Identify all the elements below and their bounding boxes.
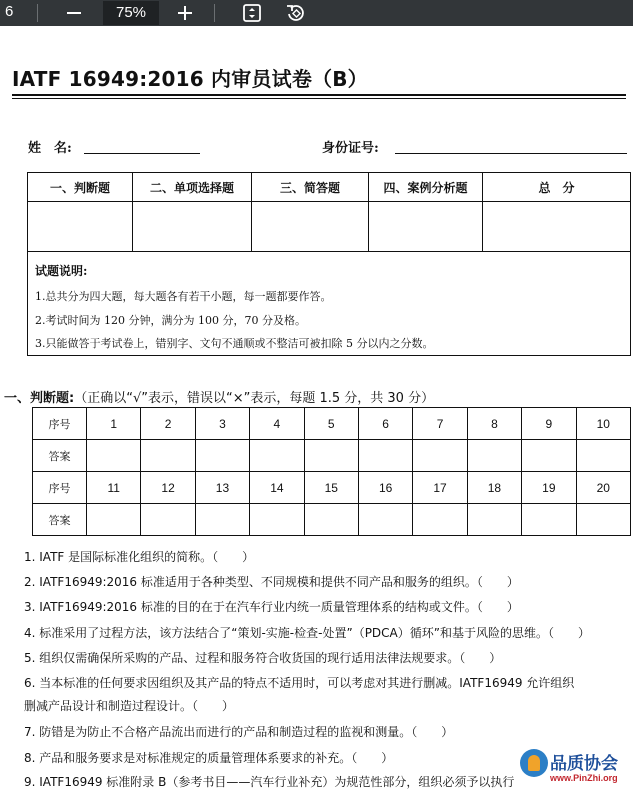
toolbar-divider <box>214 4 215 22</box>
seq-number: 10 <box>576 408 630 440</box>
question-line: 5. 组织仅需确保所采购的产品、过程和服务符合收货国的现行适用法律法规要求。（ ） <box>24 651 502 665</box>
question-line: 3. IATF16949:2016 标准的目的在于在汽车行业内统一质量管理体系的结构或文件。（ ） <box>24 600 519 614</box>
score-cell[interactable] <box>369 202 483 252</box>
fit-page-icon <box>241 2 263 24</box>
score-header: 二、单项选择题 <box>133 173 252 202</box>
seq-number: 17 <box>413 472 467 504</box>
question-line: 1. IATF 是国际标准化组织的简称。（ ） <box>24 550 255 564</box>
seq-number: 14 <box>250 472 304 504</box>
zoom-in-button[interactable] <box>173 1 197 25</box>
score-header: 四、案例分析题 <box>369 173 483 202</box>
answer-cell[interactable] <box>304 440 358 472</box>
instructions-title: 试题说明: <box>35 264 88 278</box>
seq-number: 16 <box>358 472 412 504</box>
answer-cell[interactable] <box>576 504 630 536</box>
answer-cell[interactable] <box>141 504 195 536</box>
seq-number: 13 <box>195 472 249 504</box>
answer-cell[interactable] <box>141 440 195 472</box>
seq-number: 4 <box>250 408 304 440</box>
seq-label: 序号 <box>33 472 87 504</box>
question-line: 8. 产品和服务要求是对标准规定的质量管理体系要求的补充。（ ） <box>24 751 394 765</box>
answer-cell[interactable] <box>195 440 249 472</box>
score-cell[interactable] <box>133 202 252 252</box>
answer-cell[interactable] <box>87 504 141 536</box>
rotate-icon <box>285 2 307 24</box>
seq-number: 15 <box>304 472 358 504</box>
seq-number: 1 <box>87 408 141 440</box>
zoom-out-button[interactable] <box>62 1 86 25</box>
name-label: 姓 名: <box>28 141 72 156</box>
answer-cell[interactable] <box>413 440 467 472</box>
seq-number: 8 <box>467 408 521 440</box>
plus-icon <box>173 1 197 25</box>
seq-number: 6 <box>358 408 412 440</box>
answer-cell[interactable] <box>522 504 576 536</box>
seq-label: 序号 <box>33 408 87 440</box>
question-line: 删减产品设计和制造过程设计。（ ） <box>24 699 235 713</box>
answer-cell[interactable] <box>304 504 358 536</box>
score-header: 一、判断题 <box>28 173 133 202</box>
answer-cell[interactable] <box>467 504 521 536</box>
question-line: 7. 防错是为防止不合格产品流出而进行的产品和制造过程的监视和测量。（ ） <box>24 725 454 739</box>
instruction-line: 1.总共分为四大题，每大题各有若干小题，每一题都要作答。 <box>35 290 332 303</box>
seq-number: 2 <box>141 408 195 440</box>
score-header: 总 分 <box>483 173 631 202</box>
answer-cell[interactable] <box>522 440 576 472</box>
score-cell[interactable] <box>483 202 631 252</box>
toolbar-divider <box>37 4 38 22</box>
rotate-button[interactable] <box>285 2 307 24</box>
seq-number: 5 <box>304 408 358 440</box>
seq-number: 9 <box>522 408 576 440</box>
instruction-line: 3.只能做答于考试卷上，错别字、文句不通顺或不整洁可被扣除 5 分以内之分数。 <box>35 337 434 350</box>
title-rule <box>12 98 626 99</box>
page-number[interactable]: 6 <box>5 3 14 20</box>
question-line: 4. 标准采用了过程方法，该方法结合了“策划-实施-检查-处置”（PDCA）循环”和基于风险的思维。（ ） <box>24 626 590 640</box>
question-line: 2. IATF16949:2016 标准适用于各种类型、不同规模和提供不同产品和服务的组织。（ ） <box>24 575 519 589</box>
score-header: 三、简答题 <box>252 173 369 202</box>
watermark-logo <box>520 747 633 793</box>
document-page <box>0 26 633 793</box>
fit-page-button[interactable] <box>241 2 263 24</box>
seq-number: 20 <box>576 472 630 504</box>
answer-cell[interactable] <box>250 440 304 472</box>
document-title: IATF 16949:2016 内审员试卷（B） <box>12 67 368 91</box>
question-line: 9. IATF16949 标准附录 B（参考书目——汽车行业补充）为规范性部分，组织必须予以执行 <box>24 775 515 789</box>
seq-number: 12 <box>141 472 195 504</box>
pdf-toolbar <box>0 0 633 26</box>
score-table <box>27 172 631 252</box>
id-blank[interactable] <box>395 153 627 154</box>
id-label: 身份证号: <box>322 141 379 156</box>
answer-table <box>32 407 631 536</box>
minus-icon <box>62 1 86 25</box>
answer-cell[interactable] <box>576 440 630 472</box>
answer-cell[interactable] <box>413 504 467 536</box>
answer-cell[interactable] <box>250 504 304 536</box>
section-one-heading <box>4 387 434 406</box>
answer-label: 答案 <box>33 440 87 472</box>
answer-cell[interactable] <box>358 440 412 472</box>
score-cell[interactable] <box>28 202 133 252</box>
answer-cell[interactable] <box>87 440 141 472</box>
zoom-level[interactable]: 75% <box>103 1 159 25</box>
seq-number: 7 <box>413 408 467 440</box>
title-rule <box>12 94 626 96</box>
answer-cell[interactable] <box>358 504 412 536</box>
seq-number: 3 <box>195 408 249 440</box>
seq-number: 11 <box>87 472 141 504</box>
question-line: 6. 当本标准的任何要求因组织及其产品的特点不适用时，可以考虑对其进行删减。IATF16949 允许组织 <box>24 676 575 690</box>
name-blank[interactable] <box>84 153 200 154</box>
answer-cell[interactable] <box>195 504 249 536</box>
section-one-note: （正确以“√”表示，错误以“×”表示，每题 1.5 分，共 30 分） <box>74 391 435 406</box>
watermark-url: www.PinZhi.org <box>550 773 618 783</box>
pinzhi-logo-icon <box>520 749 548 777</box>
watermark-name: 品质协会 <box>550 754 618 774</box>
instruction-line: 2.考试时间为 120 分钟，满分为 100 分，70 分及格。 <box>35 314 306 327</box>
seq-number: 19 <box>522 472 576 504</box>
answer-label: 答案 <box>33 504 87 536</box>
score-cell[interactable] <box>252 202 369 252</box>
instructions-box <box>27 252 631 356</box>
seq-number: 18 <box>467 472 521 504</box>
section-one-title: 一、判断题: <box>4 391 75 406</box>
answer-cell[interactable] <box>467 440 521 472</box>
